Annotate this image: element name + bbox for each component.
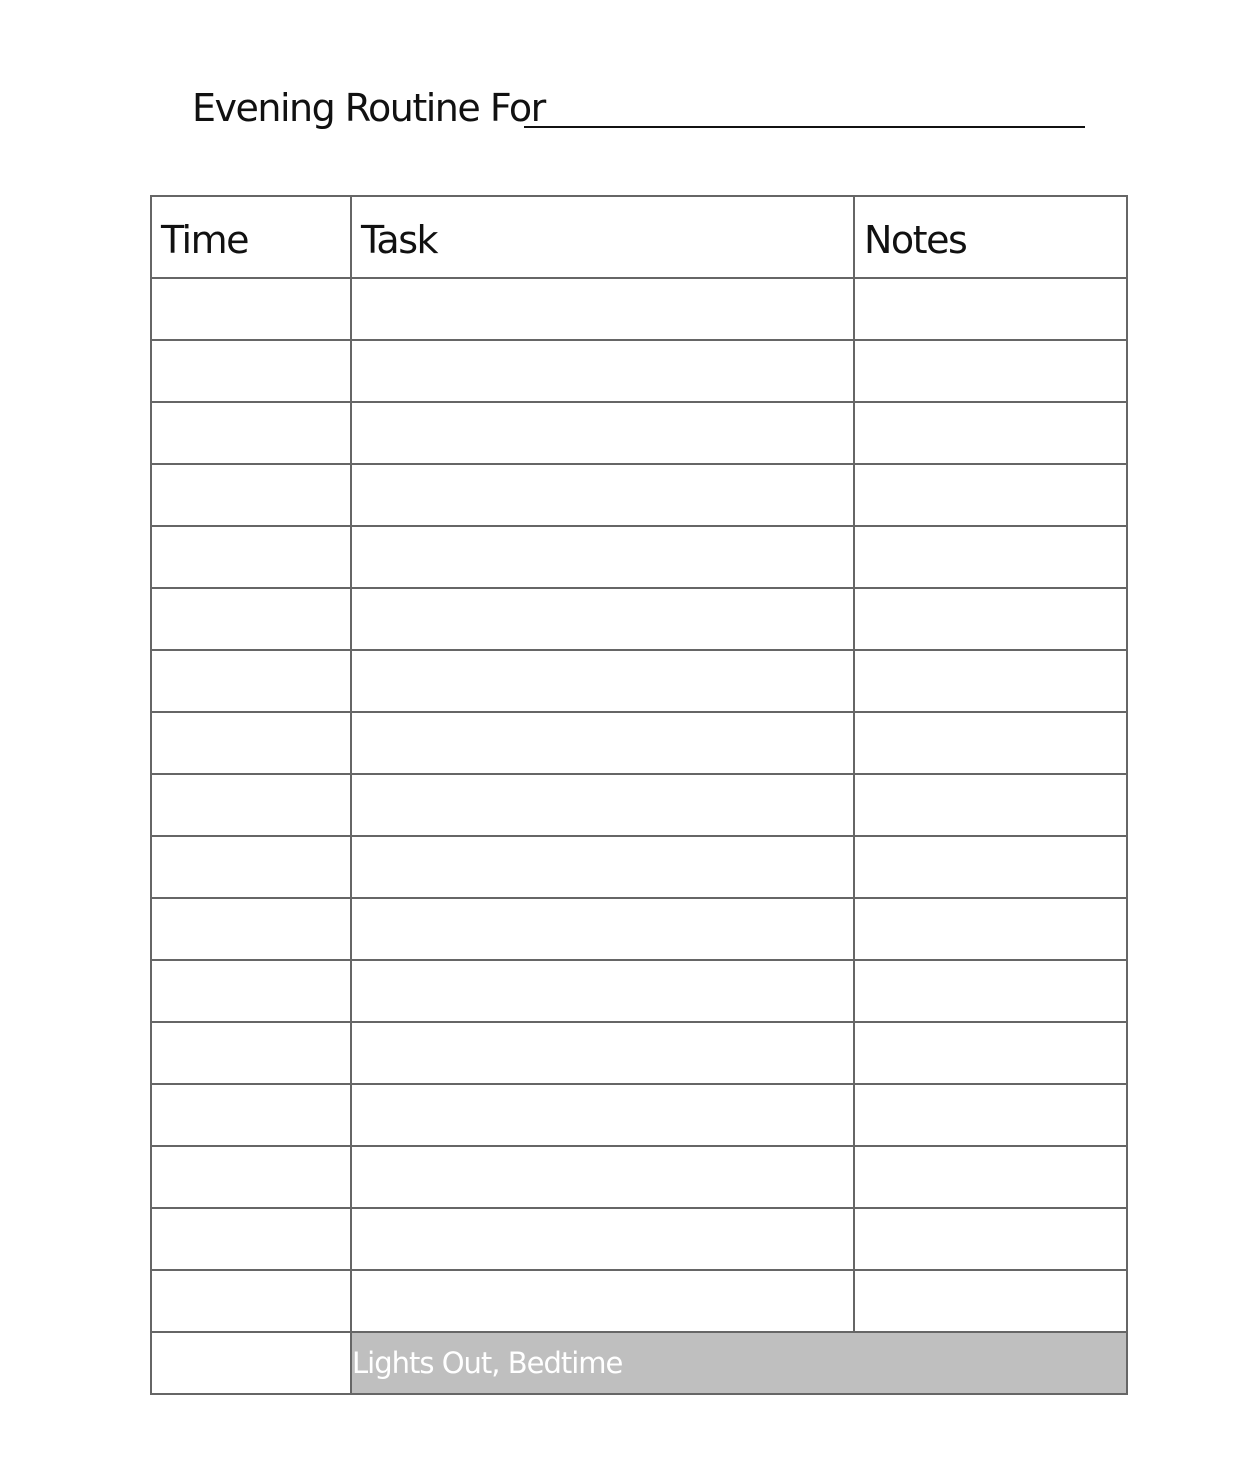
task-cell[interactable] (351, 1084, 854, 1146)
notes-cell[interactable] (854, 340, 1127, 402)
column-header-task: Task (351, 196, 854, 278)
notes-cell[interactable] (854, 774, 1127, 836)
notes-cell[interactable] (854, 960, 1127, 1022)
time-cell[interactable] (151, 464, 351, 526)
task-cell[interactable] (351, 340, 854, 402)
table-row (151, 340, 1127, 402)
time-cell[interactable] (151, 588, 351, 650)
task-cell[interactable] (351, 526, 854, 588)
notes-cell[interactable] (854, 402, 1127, 464)
notes-cell[interactable] (854, 712, 1127, 774)
time-cell[interactable] (151, 836, 351, 898)
name-blank-line[interactable] (524, 126, 1085, 128)
time-cell[interactable] (151, 712, 351, 774)
table-row (151, 588, 1127, 650)
task-cell[interactable] (351, 774, 854, 836)
bedtime-time-cell[interactable] (151, 1332, 351, 1394)
task-cell[interactable] (351, 836, 854, 898)
time-cell[interactable] (151, 774, 351, 836)
page-title: Evening Routine For (192, 86, 545, 130)
task-cell[interactable] (351, 1146, 854, 1208)
notes-cell[interactable] (854, 650, 1127, 712)
time-cell[interactable] (151, 1084, 351, 1146)
time-cell[interactable] (151, 1146, 351, 1208)
task-cell[interactable] (351, 1270, 854, 1332)
bedtime-label: Lights Out, Bedtime (351, 1332, 1127, 1394)
table-row (151, 278, 1127, 340)
time-cell[interactable] (151, 526, 351, 588)
task-cell[interactable] (351, 960, 854, 1022)
notes-cell[interactable] (854, 1022, 1127, 1084)
notes-cell[interactable] (854, 836, 1127, 898)
table-row (151, 650, 1127, 712)
time-cell[interactable] (151, 1270, 351, 1332)
task-cell[interactable] (351, 464, 854, 526)
task-cell[interactable] (351, 650, 854, 712)
title-row (192, 82, 1092, 138)
header-row (151, 196, 1127, 278)
task-cell[interactable] (351, 278, 854, 340)
routine-table (150, 195, 1128, 1395)
table-row (151, 836, 1127, 898)
table-row (151, 1270, 1127, 1332)
column-header-notes: Notes (854, 196, 1127, 278)
time-cell[interactable] (151, 1022, 351, 1084)
time-cell[interactable] (151, 898, 351, 960)
task-cell[interactable] (351, 1208, 854, 1270)
task-cell[interactable] (351, 402, 854, 464)
notes-cell[interactable] (854, 464, 1127, 526)
table-row (151, 1146, 1127, 1208)
time-cell[interactable] (151, 402, 351, 464)
table-row (151, 1022, 1127, 1084)
time-cell[interactable] (151, 340, 351, 402)
bedtime-row (151, 1332, 1127, 1394)
notes-cell[interactable] (854, 1084, 1127, 1146)
routine-body (151, 278, 1127, 1394)
time-cell[interactable] (151, 960, 351, 1022)
notes-cell[interactable] (854, 588, 1127, 650)
notes-cell[interactable] (854, 1270, 1127, 1332)
table-row (151, 960, 1127, 1022)
notes-cell[interactable] (854, 1208, 1127, 1270)
task-cell[interactable] (351, 712, 854, 774)
task-cell[interactable] (351, 1022, 854, 1084)
notes-cell[interactable] (854, 1146, 1127, 1208)
table-row (151, 898, 1127, 960)
time-cell[interactable] (151, 650, 351, 712)
table-row (151, 1084, 1127, 1146)
time-cell[interactable] (151, 1208, 351, 1270)
column-header-time: Time (151, 196, 351, 278)
notes-cell[interactable] (854, 526, 1127, 588)
table-row (151, 526, 1127, 588)
table-row (151, 774, 1127, 836)
notes-cell[interactable] (854, 278, 1127, 340)
time-cell[interactable] (151, 278, 351, 340)
table-row (151, 402, 1127, 464)
notes-cell[interactable] (854, 898, 1127, 960)
task-cell[interactable] (351, 898, 854, 960)
table-row (151, 1208, 1127, 1270)
task-cell[interactable] (351, 588, 854, 650)
table-row (151, 712, 1127, 774)
table-row (151, 464, 1127, 526)
